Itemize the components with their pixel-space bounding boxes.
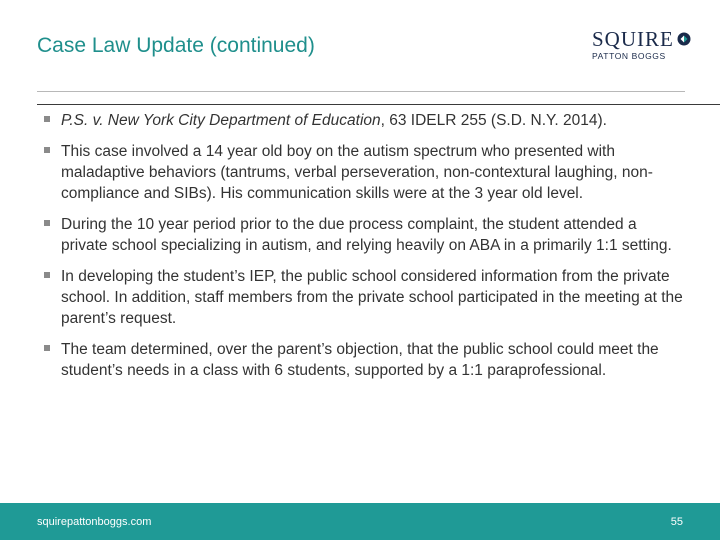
logo-wordmark xyxy=(592,28,692,50)
page-number: 55 xyxy=(670,516,683,528)
bullet-marker xyxy=(44,147,50,153)
bullet-marker xyxy=(44,272,50,278)
bullet-marker xyxy=(44,220,50,226)
bullet-item xyxy=(44,141,684,204)
bullet-item xyxy=(44,110,684,131)
bullet-text: The team determined, over the parent’s objection, that the public school could meet the student’s needs in a class with 6 students, supported by a 1:1 paraprofessional. xyxy=(61,341,659,379)
logo-line2: PATTON BOGGS xyxy=(592,51,666,61)
slide-title: Case Law Update (continued) xyxy=(37,34,315,57)
footer-url: squirepattonboggs.com xyxy=(37,516,152,528)
bullet-text: In developing the student’s IEP, the public school considered information from the private school. In addition, staff members from the private school participated in the meeting at the parent’s request. xyxy=(61,268,683,327)
case-citation-title: P.S. v. New York City Department of Education xyxy=(61,112,381,129)
squire-patton-boggs-logo xyxy=(592,28,692,61)
case-citation-reference: , 63 IDELR 255 (S.D. N.Y. 2014). xyxy=(380,112,607,129)
header-divider xyxy=(37,91,685,92)
bullet-item xyxy=(44,266,684,329)
squire-mark-icon xyxy=(677,32,691,46)
bullet-list xyxy=(44,110,684,391)
content-divider xyxy=(37,104,720,105)
bullet-text: This case involved a 14 year old boy on the autism spectrum who presented with maladaptive behaviors (tantrums, verbal perseveration, non-contextural laughing, non-compliance and SIBs). His communication skills were at the 3 year old level. xyxy=(61,143,653,202)
bullet-marker xyxy=(44,345,50,351)
bullet-item xyxy=(44,339,684,381)
bullet-marker xyxy=(44,116,50,122)
footer-bar xyxy=(0,503,720,540)
bullet-item xyxy=(44,214,684,256)
bullet-text: During the 10 year period prior to the due process complaint, the student attended a private school specializing in autism, and relying heavily on ABA in a primarily 1:1 setting. xyxy=(61,216,672,254)
logo-line1: SQUIRE xyxy=(592,27,674,51)
